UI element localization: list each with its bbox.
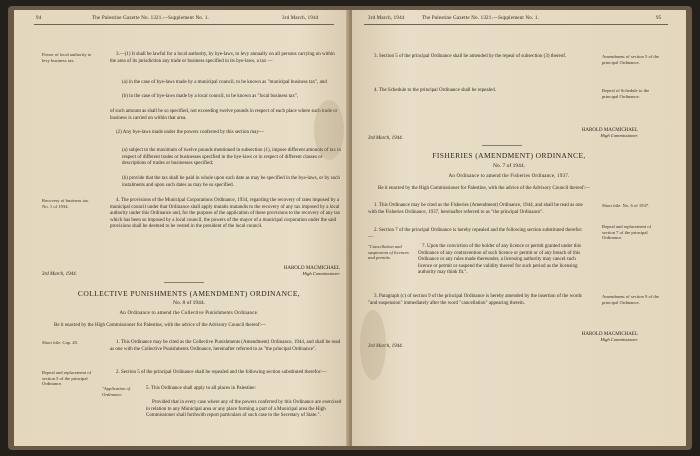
- margin-note: "Application of Ordinance.: [102, 386, 131, 397]
- paper-stain: [314, 100, 344, 160]
- margin-note: Repeal and replacement of section 7 of the principal Ordinance.: [602, 224, 652, 241]
- margin-note: Recovery of business tax. No. 1 of 1934.: [42, 198, 90, 209]
- section-3-1: 3.—(1) It shall be lawful for a local authority, by bye-laws, to levy annually on all persons carrying on within the area of its jurisdiction any trade or business specified in its bye-laws, a tax —: [110, 52, 335, 64]
- section-divider: [482, 145, 522, 146]
- section-3: 3. Section 5 of the principal Ordinance shall be amended by the repeal of subsection (3) thereof.: [374, 54, 567, 59]
- margin-note: Repeal and replacement of section 5 of the principal Ordinance.: [42, 370, 92, 387]
- header-rule: [34, 24, 334, 25]
- margin-note: Power of local authority to levy business tax.: [42, 52, 92, 63]
- signatory-name: HAROLD MACMICHAEL: [581, 332, 638, 337]
- ordinance-section-1: 1. This Ordinance may be cited as the Fisheries (Amendment) Ordinance, 1944, and shall be read as one with the Fisheries Ordinance, 1937, hereinafter referred to as "the principal Ordinance".: [368, 203, 583, 215]
- running-header: The Palestine Gazette No. 1321.—Supplement No. 1.: [92, 16, 209, 21]
- ordinance-section-3: 3. Paragraph (c) of section 9 of the principal Ordinance is hereby amended by the insertion of the words "and suspension" immediately after the word "cancellation" appearing therein.: [368, 294, 582, 306]
- margin-note: Repeal of Schedule to the principal Ordinance.: [602, 88, 650, 99]
- signatory-name: HAROLD MACMICHAEL: [581, 128, 638, 133]
- ordinance-title: COLLECTIVE PUNISHMENTS (AMENDMENT) ORDINANCE,: [77, 289, 301, 298]
- signature-date: 3rd March, 1944.: [368, 136, 403, 141]
- signature-date: 3rd March, 1944.: [368, 344, 403, 349]
- book: [8, 6, 692, 450]
- section-3-2-a: (a) subject to the maximum of twelve pounds mentioned in subsection (1), impose different amounts of tax in respect of different trades or businesses specified in the bye-laws or in respect of different classes or descriptions of trades or businesses specified;: [122, 148, 342, 166]
- ordinance-long-title: An Ordinance to amend the Collective Punishments Ordinance.: [119, 311, 259, 316]
- margin-note: Short title. Cap. 20.: [42, 340, 78, 345]
- margin-note: Short title. No. 6 of 1937.: [602, 203, 650, 208]
- ordinance-section-2: 2. Section 7 of the principal Ordinance is hereby repealed and the following section substituted therefor:—: [368, 228, 583, 240]
- running-header: The Palestine Gazette No. 1321.—Supplement No. 1.: [422, 16, 539, 21]
- signatory-role: High Commissioner.: [600, 337, 638, 342]
- section-3-2-b: (b) provide that the tax shall be paid in whole upon such date as may be specified in the bye-laws, or by such instalments and upon such dates as may be so specified.: [122, 176, 340, 188]
- signatory-role: High Commissioner.: [302, 271, 340, 276]
- section-3-2: (2) Any bye-laws made under the powers conferred by this section may—: [116, 130, 264, 135]
- header-date: 3rd March, 1944: [368, 16, 405, 21]
- ordinance-section-7: 7. Upon the conviction of the holder of any licence or permit granted under this Ordinance of any contravention of such licence or permit or of any breach of this Ordinance or any rules made thereunder, a licensing authority may cancel such licence or permit or suspend the validity thereof for such period as the licensing authority may think fit.".: [418, 244, 581, 275]
- section-4: 4. The provisions of the Municipal Corporations Ordinance, 1934, regarding the recovery of rates imposed by a municipal council under that Ordinance shall apply mutatis mutandis to the recovery of any tax imposed by a local authority under this Ordinance and, for the purpose of the application of these provisions to the recovery of any tax which has been so imposed by a local council, the powers of the mayor of a municipal corporation under the said provisions shall be deemed to be vested in the president of the local council.: [110, 198, 341, 229]
- ordinance-section-5: 5. This Ordinance shall apply to all places in Palestine:: [146, 386, 256, 391]
- ordinance-long-title: An Ordinance to amend the Fisheries Ordinance, 1937.: [448, 174, 570, 179]
- ordinance-proviso: Provided that in every case where any of the powers conferred by this Ordinance are exercised in relation to any Municipal area or any place forming a part of a Municipal area the High Commissioner shall forthwith report particulars of such case to the Secretary of State.".: [146, 400, 342, 418]
- section-3-b: (b) in the case of bye-laws made by a local council, to be known as "local business tax",: [122, 94, 299, 99]
- section-3-body: of such amount as shall be so specified, not exceeding twelve pounds in respect of each place where such trade or business is carried on within that area.: [110, 109, 338, 121]
- signature: [552, 128, 638, 138]
- ordinance-title: FISHERIES (AMENDMENT) ORDINANCE,: [432, 151, 586, 160]
- left-page: [14, 10, 350, 446]
- page-number: 95: [656, 16, 662, 21]
- margin-note: "Cancellation and suspension of licences and permits.: [368, 244, 409, 261]
- paper-stain: [360, 310, 386, 380]
- section-divider: [164, 282, 204, 283]
- right-page: [352, 10, 686, 446]
- signature: [552, 332, 638, 342]
- ordinance-section-1: 1. This Ordinance may be cited as the Collective Punishments (Amendment) Ordinance, 1944, and shall be read as one with the Collective Punishments Ordinance, hereinafter referred to as "the principal Ordinance".: [110, 340, 341, 352]
- section-4: 4. The Schedule to the principal Ordinance shall be repealed.: [374, 88, 496, 93]
- ordinance-number: No. 8 of 1944.: [173, 300, 205, 306]
- signature-date: 3rd March, 1944.: [42, 272, 77, 277]
- signatory-name: HAROLD MACMICHAEL: [283, 266, 340, 271]
- ordinance-section-2: 2. Section 5 of the principal Ordinance shall be repealed and the following section substituted therefor:—: [116, 370, 327, 375]
- ordinance-number: No. 7 of 1944.: [493, 163, 525, 169]
- page-number: 94: [36, 16, 42, 21]
- header-date: 3rd March, 1944: [282, 16, 319, 21]
- signature: [254, 266, 340, 276]
- margin-note: Amendment of section 5 of the principal Ordinance.: [602, 54, 660, 65]
- enacting-formula: Be it enacted by the High Commissioner for Palestine, with the advice of the Advisory Council thereof:—: [378, 186, 591, 191]
- header-rule: [364, 24, 668, 25]
- signatory-role: High Commissioner.: [600, 133, 638, 138]
- enacting-formula: Be it enacted by the High Commissioner for Palestine, with the advice of the Advisory Council thereof:—: [54, 323, 267, 328]
- section-3-a: (a) in the case of bye-laws made by a municipal council, to be known as "municipal business tax", and: [122, 80, 327, 85]
- margin-note: Amendment of section 9 of the principal Ordinance.: [602, 294, 660, 305]
